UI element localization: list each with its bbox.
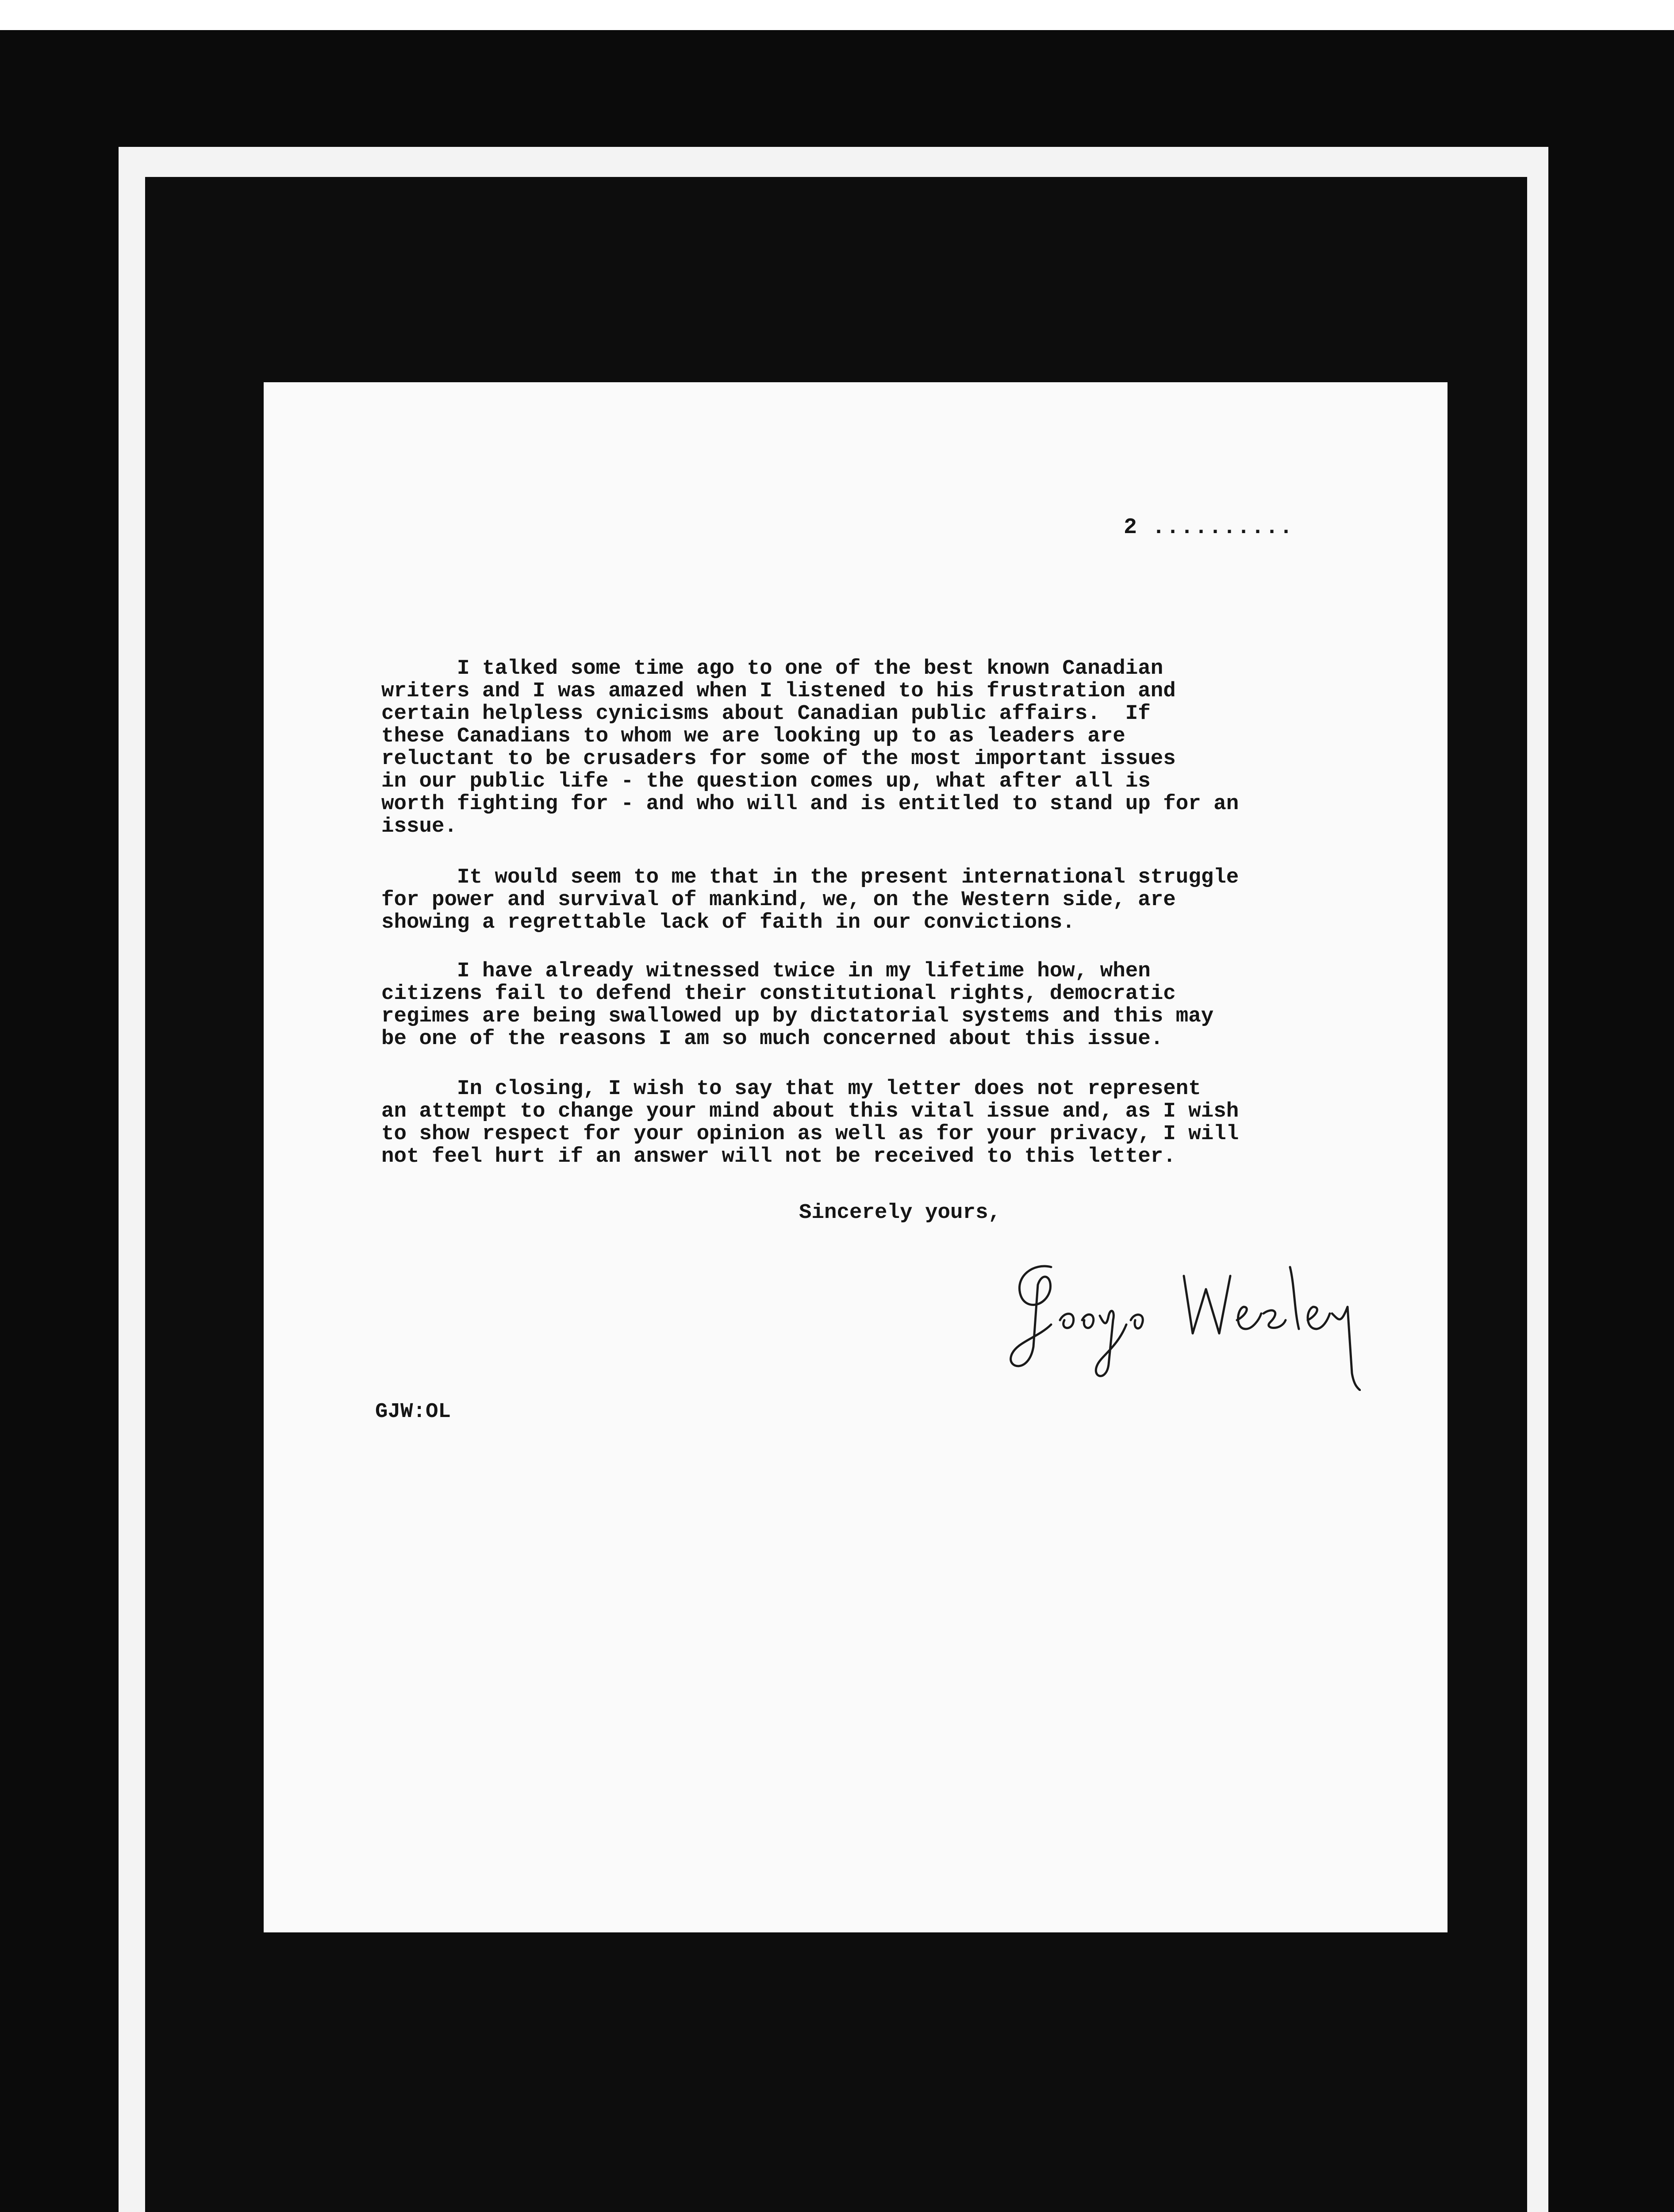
typist-initials: GJW:OL [375,1400,451,1424]
letter-paragraph-4: In closing, I wish to say that my letter does not represent an attempt to change your mind about this vital issue and, as I wish to show respect for your opinion as well as for your privacy, I will not feel hurt if an answer will not be received to this letter. [381,1077,1239,1168]
letter-closing: Sincerely yours, [799,1201,1001,1225]
letter-paragraph-3: I have already witnessed twice in my lifetime how, when citizens fail to defend their constitutional rights, democratic regimes are being swallowed up by dictatorial systems and this may be one of the reasons I am so much concerned about this issue. [381,959,1214,1051]
handwritten-signature [998,1258,1361,1391]
letter-page [264,382,1447,1932]
letter-paragraph-1: I talked some time ago to one of the best known Canadian writers and I was amazed when I listened to his frustration and certain helpless cynicisms about Canadian public affairs. If these Canadians to whom we are looking up to as leaders are reluctant to be crusaders for some of the most important issues in our public life - the question comes up, what after all is worth fighting for - and who will and is entitled to stand up for an issue. [381,657,1239,838]
letter-paragraph-2: It would seem to me that in the present international struggle for power and survival of mankind, we, on the Western side, are showing a regrettable lack of faith in our convictions. [381,865,1239,934]
page-number: 2 .......... [1124,515,1294,540]
